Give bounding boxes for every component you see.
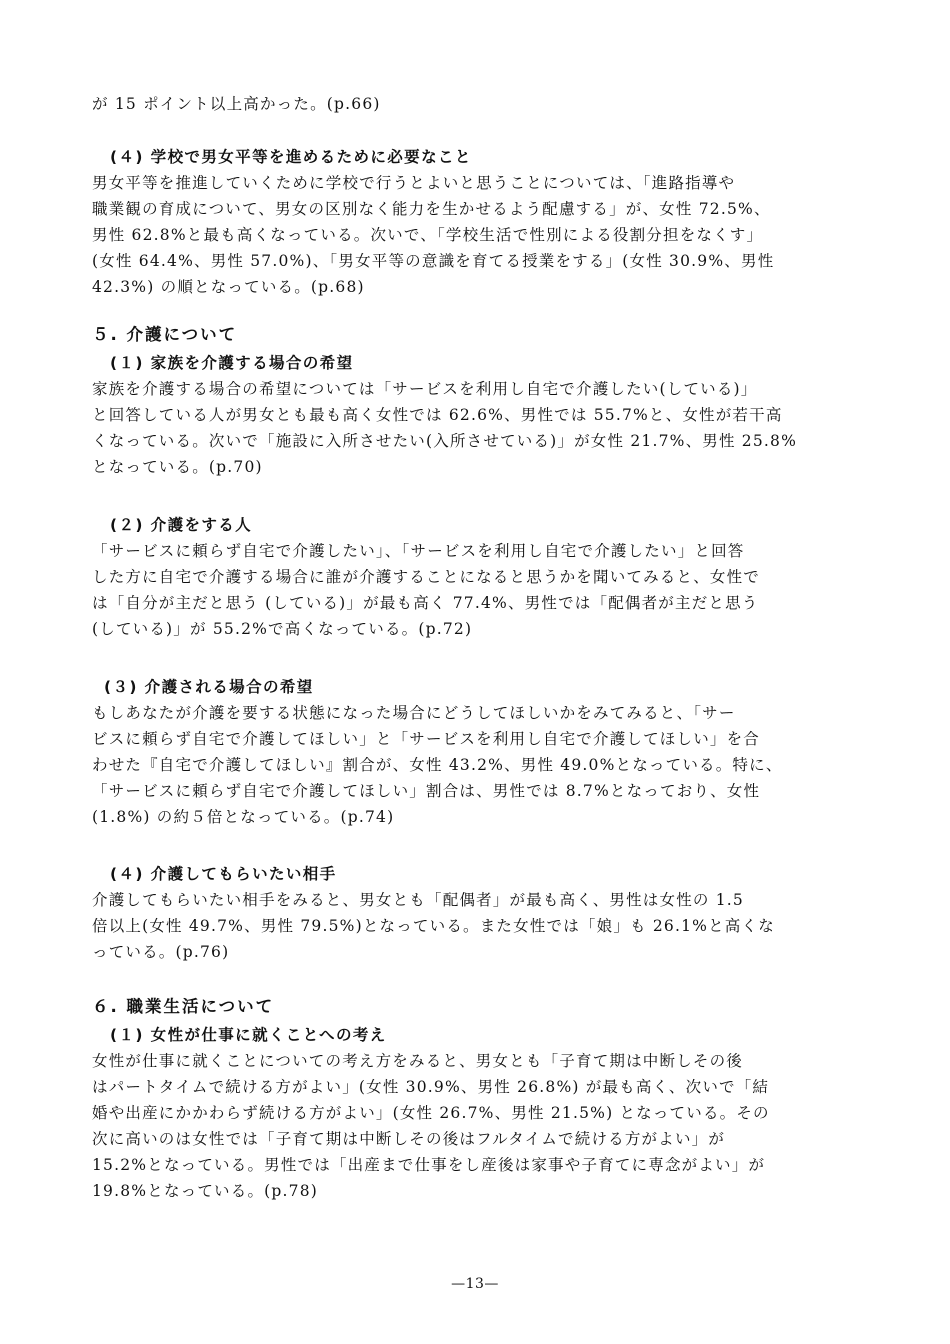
paragraph-line: 男性 62.8%と最も高くなっている。次いで、「学校生活で性別による役割分担をなくす」 (92, 226, 764, 244)
paragraph-line: くなっている。次いで「施設に入所させたい(入所させている)」が女性 21.7%、男性 25.8% (92, 432, 798, 450)
paragraph-line: 42.3%) の順となっている。(p.68) (92, 278, 365, 296)
paragraph-line: 倍以上(女性 49.7%、男性 79.5%)となっている。また女性では「娘」も 26.1%と高くな (92, 917, 775, 935)
subsection-heading-caregiver: (２) 介護をする人 (110, 516, 253, 534)
paragraph-line: は「自分が主だと思う (している)」が最も高く 77.4%、男性では「配偶者が主だと思う (92, 594, 759, 612)
paragraph-line: (している)」が 55.2%で高くなっている。(p.72) (92, 620, 473, 638)
paragraph-line: (女性 64.4%、男性 57.0%)、「男女平等の意識を育てる授業をする」(女性 30.9%、男性 (92, 252, 775, 270)
paragraph-line: ビスに頼らず自宅で介護してほしい」と「サービスを利用し自宅で介護してほしい」を合 (92, 730, 761, 748)
paragraph-line: もしあなたが介護を要する状態になった場合にどうしてほしいかをみてみると、「サー (92, 704, 736, 722)
paragraph-line: が 15 ポイント以上高かった。(p.66) (92, 95, 381, 113)
paragraph-line: 「サービスに頼らず自宅で介護してほしい」割合は、男性では 8.7%となっており、女性 (92, 782, 761, 800)
paragraph-line: 次に高いのは女性では「子育て期は中断しその後はフルタイムで続ける方がよい」が (92, 1130, 726, 1148)
subsection-heading-family-care: (１) 家族を介護する場合の希望 (110, 354, 354, 372)
paragraph-line: はパートタイムで続ける方がよい」(女性 30.9%、男性 26.8%) が最も高く、次いで「結 (92, 1078, 770, 1096)
paragraph-line: 家族を介護する場合の希望については「サービスを利用し自宅で介護したい(している)」 (92, 380, 758, 398)
section-title-care: ５. 介護について (92, 325, 238, 344)
paragraph-line: 男女平等を推進していくために学校で行うとよいと思うことについては、「進路指導や (92, 174, 736, 192)
paragraph-line: 婚や出産にかかわらず続ける方がよい」(女性 26.7%、男性 21.5%) となっている。その (92, 1104, 770, 1122)
subsection-heading-school-equality: (４) 学校で男女平等を進めるために必要なこと (110, 148, 472, 166)
subsection-heading-women-work: (１) 女性が仕事に就くことへの考え (110, 1026, 387, 1044)
subsection-heading-preferred-carer: (４) 介護してもらいたい相手 (110, 865, 337, 883)
paragraph-line: 「サービスに頼らず自宅で介護したい」、「サービスを利用し自宅で介護したい」と回答 (92, 542, 745, 560)
paragraph-line: 19.8%となっている。(p.78) (92, 1182, 319, 1200)
paragraph-line: (1.8%) の約５倍となっている。(p.74) (92, 808, 395, 826)
paragraph-line: わせた『自宅で介護してほしい』割合が、女性 43.2%、男性 49.0%となっている。特に、 (92, 756, 783, 774)
paragraph-line: っている。(p.76) (92, 943, 230, 961)
section-title-working-life: ６. 職業生活について (92, 997, 275, 1016)
paragraph-line: 職業観の育成について、男女の区別なく能力を生かせるよう配慮する」が、女性 72.5%、 (92, 200, 771, 218)
paragraph-line: 介護してもらいたい相手をみると、男女とも「配偶者」が最も高く、男性は女性の 1.5 (92, 891, 744, 909)
page-number: —13— (451, 1276, 499, 1292)
subsection-heading-receiving-care: (３) 介護される場合の希望 (104, 678, 314, 696)
paragraph-line: となっている。(p.70) (92, 458, 263, 476)
paragraph-line: 女性が仕事に就くことについての考え方をみると、男女とも「子育て期は中断しその後 (92, 1052, 743, 1070)
paragraph-line: と回答している人が男女とも最も高く女性では 62.6%、男性では 55.7%と、女性が若干高 (92, 406, 783, 424)
paragraph-line: した方に自宅で介護する場合に誰が介護することになると思うかを聞いてみると、女性で (92, 568, 761, 586)
paragraph-line: 15.2%となっている。男性では「出産まで仕事をし産後は家事や子育てに専念がよい」が (92, 1156, 766, 1174)
